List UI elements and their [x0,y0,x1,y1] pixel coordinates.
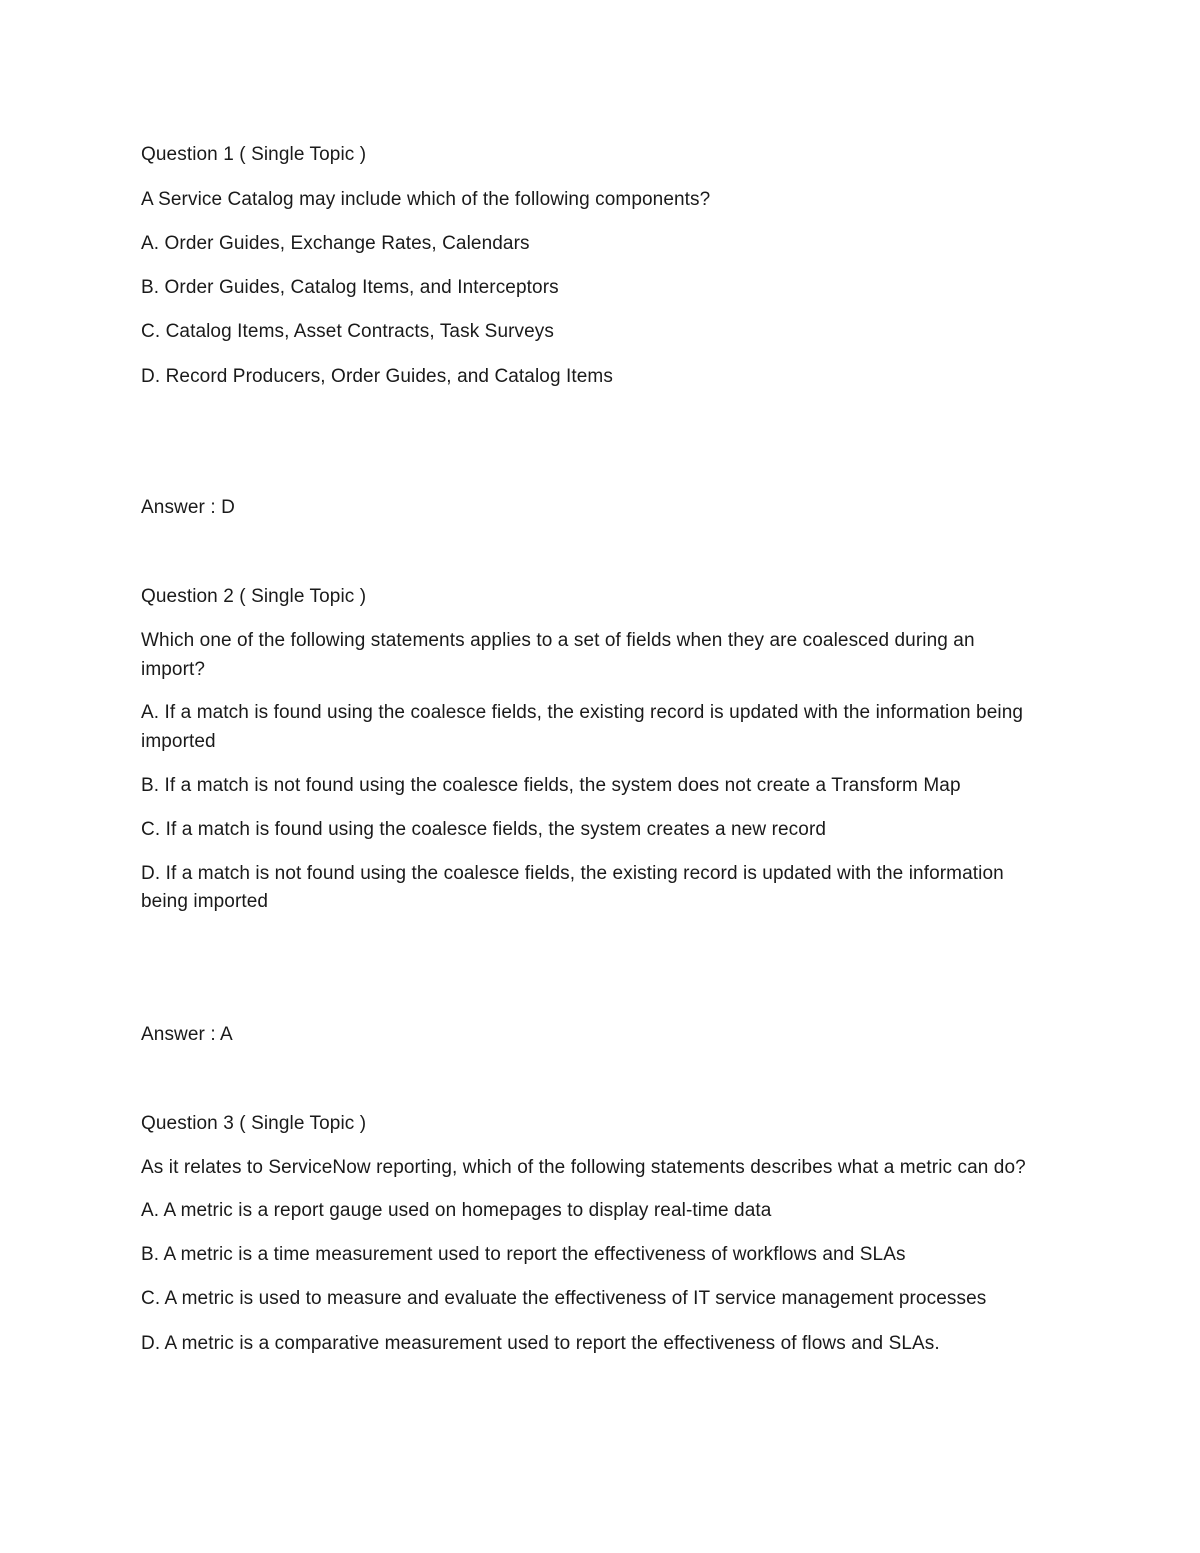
question-3-option-a: A. A metric is a report gauge used on homepages to display real-time data [141,1200,772,1221]
question-3-text: As it relates to ServiceNow reporting, which of the following statements describes what a metric can do? [141,1157,1026,1178]
question-2-option-b: B. If a match is not found using the coalesce fields, the system does not create a Transform Map [141,775,961,796]
question-1-option-a: A. Order Guides, Exchange Rates, Calendars [141,233,530,254]
question-2-text-line-2: import? [141,659,206,680]
question-1-option-b: B. Order Guides, Catalog Items, and Interceptors [141,277,559,298]
question-2-answer: Answer : A [141,1024,233,1045]
question-3-option-c: C. A metric is used to measure and evaluate the effectiveness of IT service management processes [141,1288,987,1309]
question-3-option-d: D. A metric is a comparative measurement used to report the effectiveness of flows and SLAs. [141,1333,940,1354]
question-1-option-c: C. Catalog Items, Asset Contracts, Task Surveys [141,321,555,342]
question-2-title: Question 2 ( Single Topic ) [141,586,367,607]
question-2-option-d-line-2: being imported [141,891,269,912]
question-1-option-d: D. Record Producers, Order Guides, and Catalog Items [141,366,613,387]
question-2-option-a-line-2: imported [141,731,216,752]
question-1-title: Question 1 ( Single Topic ) [141,144,367,165]
question-2-option-c: C. If a match is found using the coalesce fields, the system creates a new record [141,819,827,840]
question-2-option-d-line-1: D. If a match is not found using the coalesce fields, the existing record is updated with the information [141,863,1004,884]
question-1-answer: Answer : D [141,497,235,518]
question-3-option-b: B. A metric is a time measurement used to report the effectiveness of workflows and SLAs [141,1244,906,1265]
question-3-title: Question 3 ( Single Topic ) [141,1113,367,1134]
question-1-text: A Service Catalog may include which of the following components? [141,189,711,210]
question-2-option-a-line-1: A. If a match is found using the coalesce fields, the existing record is updated with the information being [141,702,1024,723]
question-2-text-line-1: Which one of the following statements applies to a set of fields when they are coalesced during an [141,630,975,651]
